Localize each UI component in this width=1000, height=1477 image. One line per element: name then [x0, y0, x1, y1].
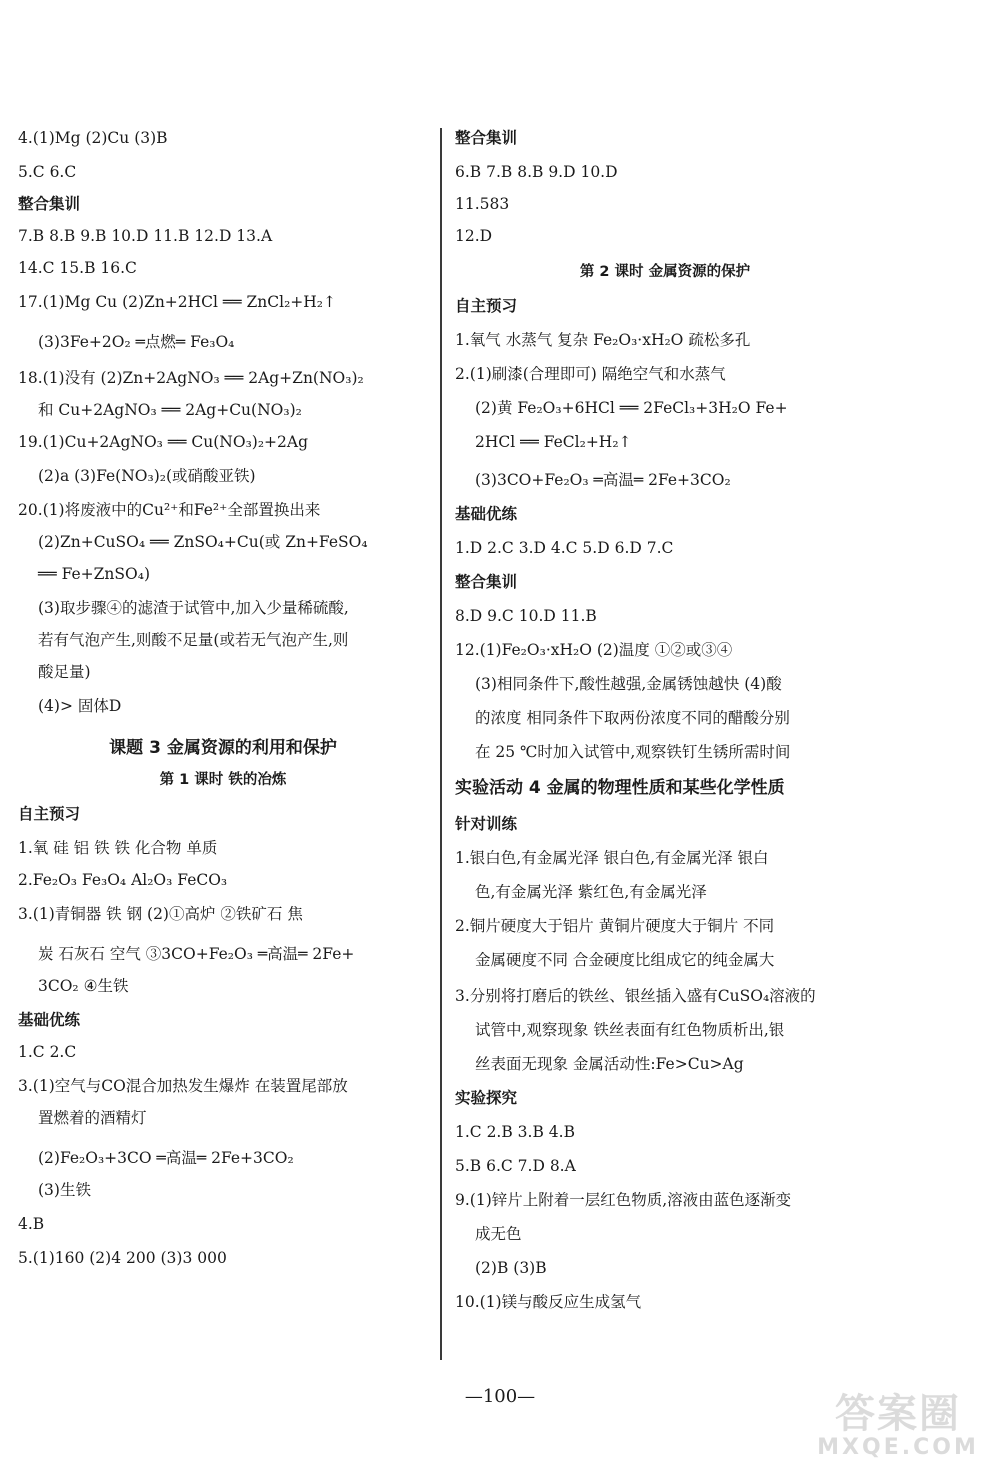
answer-line: 5.B 6.C 7.D 8.A — [455, 1157, 576, 1175]
answer-line: 9.(1)锌片上附着一层红色物质,溶液由蓝色逐渐变 — [455, 1191, 792, 1209]
answer-line: 1.氧 硅 铝 铁 铁 化合物 单质 — [18, 839, 218, 857]
watermark-bottom: MXQE.COM — [817, 1435, 979, 1460]
answer-line: 和 Cu+2AgNO₃ ══ 2Ag+Cu(NO₃)₂ — [38, 401, 302, 419]
answer-line: 1.C 2.C — [18, 1043, 77, 1061]
section-heading: 实验探究 — [455, 1089, 518, 1107]
answer-line: 19.(1)Cu+2AgNO₃ ══ Cu(NO₃)₂+2Ag — [18, 433, 309, 451]
answer-line: 2.(1)刷漆(合理即可) 隔绝空气和水蒸气 — [455, 365, 726, 383]
answer-line: 2.铜片硬度大于铝片 黄铜片硬度大于铜片 不同 — [455, 917, 775, 935]
answer-line: 金属硬度不同 合金硬度比组成它的纯金属大 — [475, 951, 775, 969]
answer-line: 18.(1)没有 (2)Zn+2AgNO₃ ══ 2Ag+Zn(NO₃)₂ — [18, 369, 364, 387]
answer-line: 2.Fe₂O₃ Fe₃O₄ Al₂O₃ FeCO₃ — [18, 871, 228, 889]
lesson-title: 第 2 课时 金属资源的保护 — [579, 264, 751, 280]
answer-line: 8.D 9.C 10.D 11.B — [455, 607, 597, 625]
answer-line: 1.D 2.C 3.D 4.C 5.D 6.D 7.C — [455, 539, 674, 557]
answer-line: 11.583 — [455, 195, 510, 213]
answer-line: 色,有金属光泽 紫红色,有金属光泽 — [475, 883, 707, 901]
section-heading: 整合集训 — [455, 129, 518, 147]
answer-line: 3CO₂ ④生铁 — [38, 977, 129, 995]
answer-line: (3)取步骤④的滤渣于试管中,加入少量稀硫酸, — [38, 599, 349, 617]
answer-line: 4.(1)Mg (2)Cu (3)B — [18, 129, 168, 147]
section-heading: 整合集训 — [455, 573, 518, 591]
answer-line: 的浓度 相同条件下取两份浓度不同的醋酸分别 — [475, 709, 790, 727]
answer-line: 炭 石灰石 空气 ③3CO+Fe₂O₃ ═高温═ 2Fe+ — [38, 945, 355, 963]
page-number: —100— — [464, 1386, 536, 1407]
answer-line: (3)生铁 — [38, 1181, 91, 1199]
answer-line: 成无色 — [475, 1225, 522, 1243]
answer-line: (2)B (3)B — [475, 1259, 547, 1277]
answer-line: (2)a (3)Fe(NO₃)₂(或硝酸亚铁) — [38, 467, 256, 485]
topic-title: 实验活动 4 金属的物理性质和某些化学性质 — [455, 778, 785, 798]
answer-line: (3)3CO+Fe₂O₃ ═高温═ 2Fe+3CO₂ — [475, 471, 731, 489]
answer-line: 置燃着的酒精灯 — [38, 1109, 147, 1127]
watermark-top: 答案圈 — [835, 1391, 961, 1437]
answer-line: 5.(1)160 (2)4 200 (3)3 000 — [18, 1249, 227, 1267]
left-column — [18, 128, 428, 1267]
answer-line: 在 25 ℃时加入试管中,观察铁钉生锈所需时间 — [475, 743, 791, 761]
answer-line: 若有气泡产生,则酸不足量(或若无气泡产生,则 — [38, 631, 349, 649]
answer-line: 20.(1)将废液中的Cu²⁺和Fe²⁺全部置换出来 — [18, 501, 321, 519]
answer-line: 酸足量) — [38, 663, 91, 681]
answer-line: ══ Fe+ZnSO₄) — [38, 565, 150, 583]
section-heading: 整合集训 — [18, 195, 81, 213]
answer-line: 12.(1)Fe₂O₃·xH₂O (2)温度 ①②或③④ — [455, 641, 733, 659]
answer-line: 17.(1)Mg Cu (2)Zn+2HCl ══ ZnCl₂+H₂↑ — [18, 293, 336, 311]
answer-line: 1.C 2.B 3.B 4.B — [455, 1123, 575, 1141]
answer-line: (3)相同条件下,酸性越强,金属锈蚀越快 (4)酸 — [475, 675, 782, 693]
answer-line: (2)Zn+CuSO₄ ══ ZnSO₄+Cu(或 Zn+FeSO₄ — [38, 533, 368, 551]
section-heading: 基础优练 — [455, 505, 518, 523]
answer-line: (3)3Fe+2O₂ ═点燃═ Fe₃O₄ — [38, 333, 235, 351]
answer-line: 试管中,观察现象 铁丝表面有红色物质析出,银 — [475, 1021, 785, 1039]
section-heading: 基础优练 — [18, 1011, 81, 1029]
answer-line: (2)黄 Fe₂O₃+6HCl ══ 2FeCl₃+3H₂O Fe+ — [475, 399, 788, 417]
column-divider — [440, 128, 442, 1360]
right-column — [455, 128, 875, 1311]
answer-line: 1.银白色,有金属光泽 银白色,有金属光泽 银白 — [455, 849, 769, 867]
answer-line: 1.氧气 水蒸气 复杂 Fe₂O₃·xH₂O 疏松多孔 — [455, 331, 751, 349]
answer-line: 丝表面无现象 金属活动性:Fe>Cu>Ag — [475, 1055, 744, 1073]
section-heading: 针对训练 — [455, 815, 518, 833]
lesson-title: 第 1 课时 铁的冶炼 — [159, 772, 287, 788]
topic-title: 课题 3 金属资源的利用和保护 — [109, 738, 337, 758]
answer-line: 10.(1)镁与酸反应生成氢气 — [455, 1293, 642, 1311]
section-heading: 自主预习 — [18, 805, 81, 823]
answer-line: 14.C 15.B 16.C — [18, 259, 137, 277]
watermark-logo — [808, 1392, 988, 1472]
answer-line: 7.B 8.B 9.B 10.D 11.B 12.D 13.A — [18, 227, 273, 245]
answer-line: 3.分别将打磨后的铁丝、银丝插入盛有CuSO₄溶液的 — [455, 987, 816, 1005]
section-heading: 自主预习 — [455, 297, 518, 315]
answer-line: 3.(1)空气与CO混合加热发生爆炸 在装置尾部放 — [18, 1077, 348, 1095]
answer-line: 5.C 6.C — [18, 163, 77, 181]
answer-line: 12.D — [455, 227, 493, 245]
answer-line: 6.B 7.B 8.B 9.D 10.D — [455, 163, 618, 181]
answer-line: (2)Fe₂O₃+3CO ═高温═ 2Fe+3CO₂ — [38, 1149, 294, 1167]
answer-line: 2HCl ══ FeCl₂+H₂↑ — [475, 433, 632, 451]
answer-line: (4)> 固体D — [38, 697, 122, 715]
answer-line: 3.(1)青铜器 铁 钢 (2)①高炉 ②铁矿石 焦 — [18, 905, 303, 923]
answer-line: 4.B — [18, 1215, 45, 1233]
